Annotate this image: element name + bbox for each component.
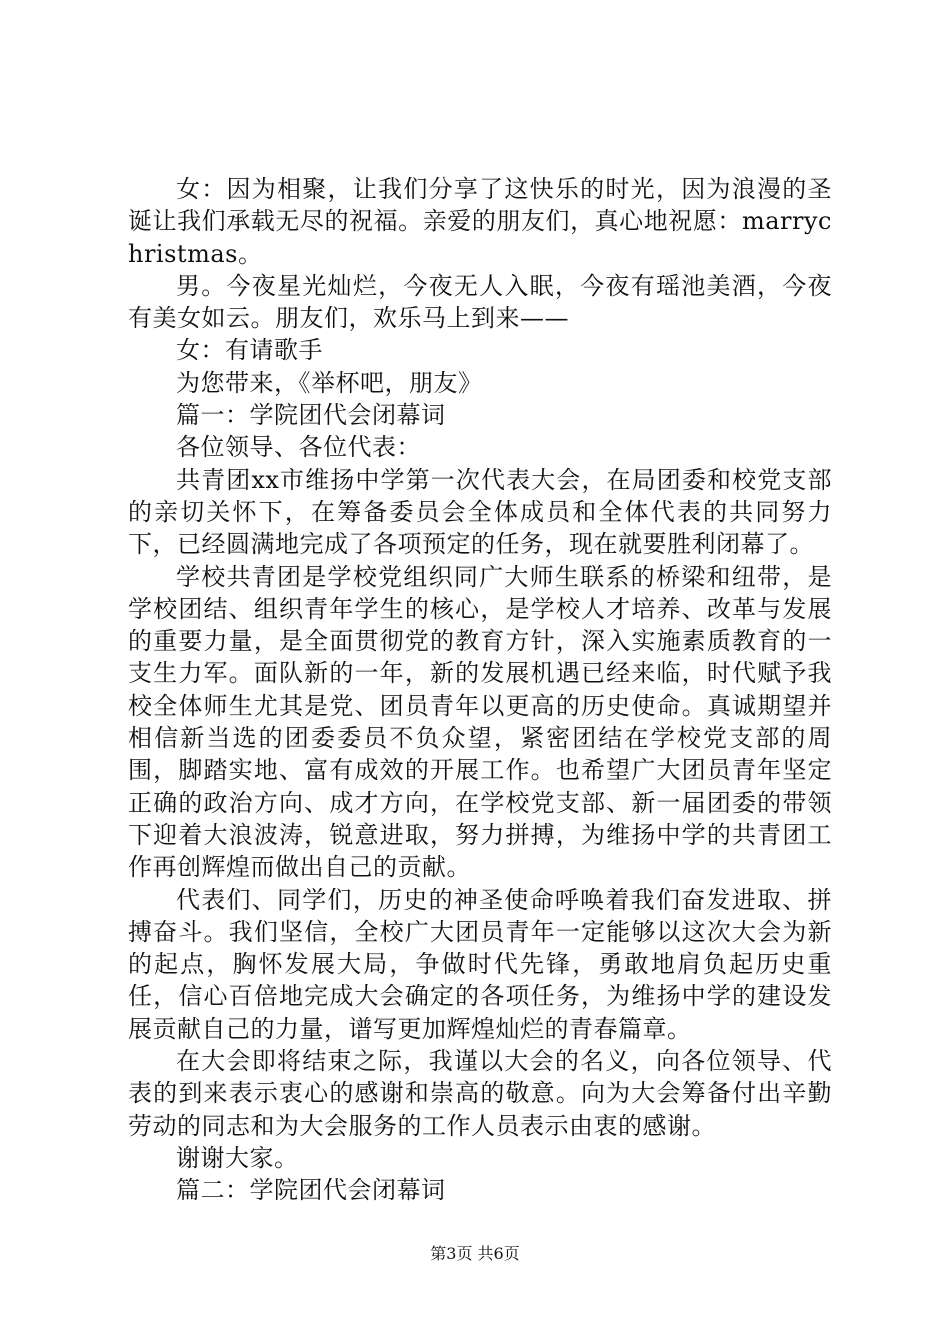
paragraph: 共青团xx市维扬中学第一次代表大会，在局团委和校党支部的亲切关怀下，在筹备委员会全体成员和全体代表的共同努力下，已经圆满地完成了各项预定的任务，现在就要胜利闭幕了。 [128, 465, 832, 559]
document-body [128, 173, 832, 1207]
closing-line: 谢谢大家。 [176, 1143, 299, 1172]
paragraph: 女：因为相聚，让我们分享了这快乐的时光，因为浪漫的圣诞让我们承载无尽的祝福。亲爱的朋友们，真心地祝愿：marrychristmas。 [128, 175, 832, 268]
paragraph: 在大会即将结束之际，我谨以大会的名义，向各位领导、代表的到来表示衷心的感谢和崇高的敬意。向为大会筹备付出辛勤劳动的同志和为大会服务的工作人员表示由衷的感谢。 [128, 1047, 832, 1140]
section-heading: 篇二：学院团代会闭幕词 [176, 1176, 446, 1205]
paragraph: 男。今夜星光灿烂，今夜无人入眠，今夜有瑶池美酒，今夜有美女如云。朋友们，欢乐马上到来—— [128, 271, 832, 333]
paragraph: 为您带来，《举杯吧，朋友》 [176, 368, 483, 397]
paragraph: 代表们、同学们，历史的神圣使命呼唤着我们奋发进取、拼搏奋斗。我们坚信，全校广大团员青年一定能够以这次大会为新的起点，胸怀发展大局，争做时代先锋，勇敢地肩负起历史重任，信心百倍地完成大会确定的各项任务，为维扬中学的建设发展贡献自己的力量，谱写更加辉煌灿烂的青春篇章。 [128, 885, 832, 1043]
page-number-footer: 第3页 共6页 [430, 1244, 520, 1263]
paragraph: 学校共青团是学校党组织同广大师生联系的桥梁和纽带，是学校团结、组织青年学生的核心，是学校人才培养、改革与发展的重要力量，是全面贯彻党的教育方针，深入实施素质教育的一支生力军。面队新的一年，新的发展机遇已经来临，时代赋予我校全体师生尤其是党、团员青年以更高的历史使命。真诚期望并相信新当选的团委委员不负众望，紧密团结在学校党支部的周围，脚踏实地、富有成效的开展工作。也希望广大团员青年坚定正确的政治方向、成才方向，在学校党支部、新一届团委的带领下迎着大浪波涛，锐意进取，努力拼搏，为维扬中学的共青团工作再创辉煌而做出自己的贡献。 [128, 562, 832, 882]
paragraph: 女：有请歌手 [176, 336, 323, 365]
section-heading: 篇一：学院团代会闭幕词 [176, 401, 446, 430]
salutation: 各位领导、各位代表： [176, 433, 421, 462]
